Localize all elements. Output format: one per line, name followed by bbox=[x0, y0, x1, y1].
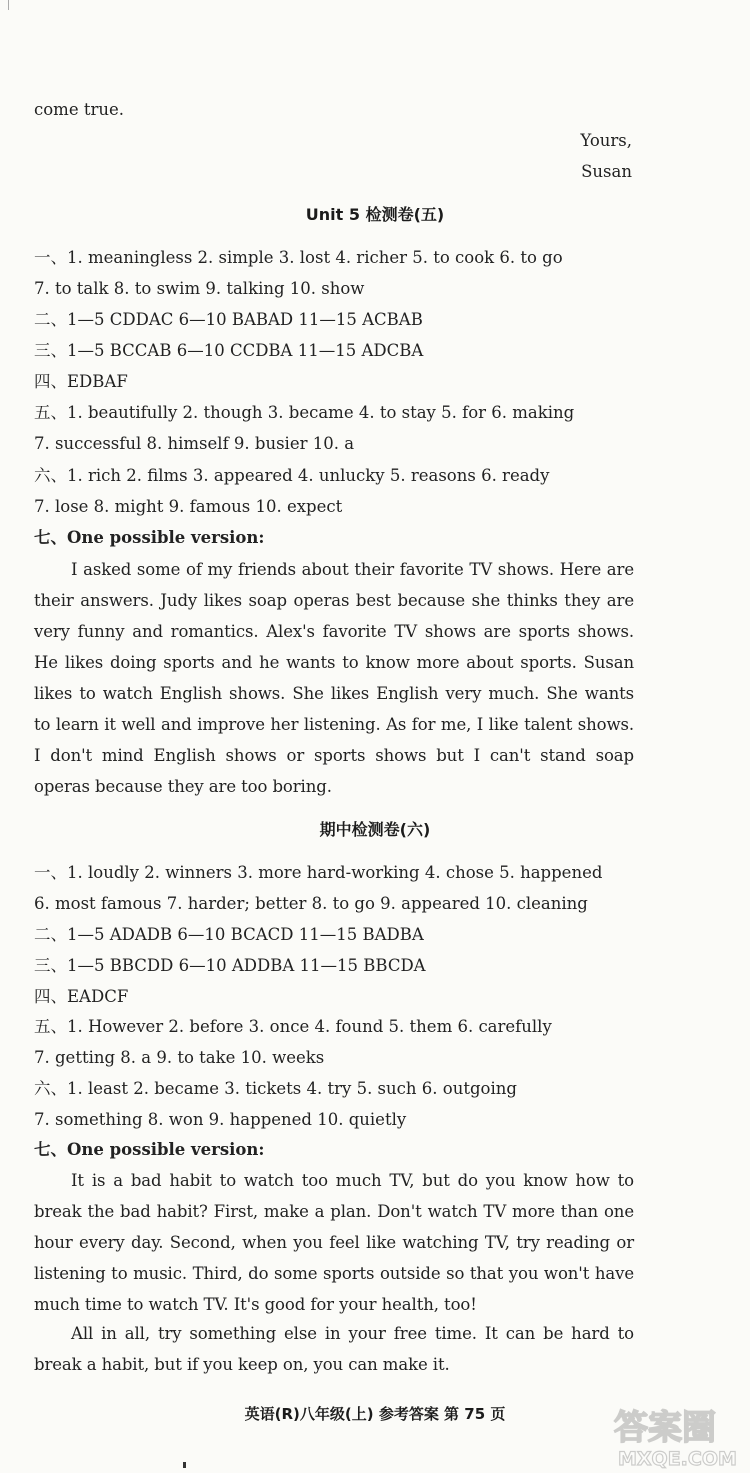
midterm-section6-line1: 六、1. least 2. became 3. tickets 4. try 5. such 6. outgoing bbox=[34, 1079, 517, 1098]
scan-speck bbox=[183, 1462, 186, 1468]
midterm-title: 期中检测卷(六) bbox=[319, 820, 431, 839]
unit5-section3: 三、1—5 BCCAB 6—10 CCDBA 11—15 ADCBA bbox=[34, 341, 424, 360]
midterm-section1-line2: 6. most famous 7. harder; better 8. to go 9. appeared 10. cleaning bbox=[34, 894, 588, 913]
unit5-essay: I asked some of my friends about their favorite TV shows. Here are their answers. Judy likes soap operas best because she thinks they are very funny and romantics. Alex's favorite TV shows are sports shows. He likes doing sports and he wants to know more about sports. Susan likes to watch English shows. She likes English very much. She wants to learn it well and improve her listening. As for me, I like talent shows. I don't mind English shows or sports shows but I can't stand soap operas because they are too boring. bbox=[34, 560, 634, 796]
midterm-section3: 三、1—5 BBCDD 6—10 ADDBA 11—15 BBCDA bbox=[34, 956, 426, 975]
unit5-section2: 二、1—5 CDDAC 6—10 BABAD 11—15 ACBAB bbox=[34, 310, 423, 329]
unit5-title: Unit 5 检测卷(五) bbox=[305, 205, 445, 224]
watermark-text: 答案圈 bbox=[614, 1408, 716, 1448]
unit5-section6-line2: 7. lose 8. might 9. famous 10. expect bbox=[34, 497, 343, 516]
letter-continuation: come true. bbox=[34, 100, 124, 119]
midterm-essay-paragraph2: All in all, try something else in your free time. It can be hard to break a habit, but if you keep on, you can make it. bbox=[34, 1324, 634, 1374]
page-footer: 英语(R)八年级(上) 参考答案 第 75 页 bbox=[244, 1405, 506, 1423]
midterm-section4: 四、EADCF bbox=[34, 987, 129, 1006]
watermark-logo bbox=[606, 1401, 746, 1471]
midterm-essay-paragraph1: It is a bad habit to watch too much TV, but do you know how to break the bad habit? First, make a plan. Don't watch TV more than one hour every day. Second, when you feel like watching TV, try reading or listening to music. Third, do some sports outside so that you won't have much time to watch TV. It's good for your health, too! bbox=[34, 1171, 634, 1314]
scan-mark bbox=[8, 0, 9, 10]
unit5-section4: 四、EDBAF bbox=[34, 372, 128, 391]
unit5-section7-heading: 七、One possible version: bbox=[34, 528, 265, 547]
unit5-section1-line1: 一、1. meaningless 2. simple 3. lost 4. richer 5. to cook 6. to go bbox=[34, 248, 563, 267]
unit5-section5-line1: 五、1. beautifully 2. though 3. became 4. to stay 5. for 6. making bbox=[34, 403, 575, 422]
midterm-section5-line2: 7. getting 8. a 9. to take 10. weeks bbox=[34, 1048, 325, 1067]
unit5-section5-line2: 7. successful 8. himself 9. busier 10. a bbox=[34, 434, 355, 453]
midterm-section1-line1: 一、1. loudly 2. winners 3. more hard-working 4. chose 5. happened bbox=[34, 863, 603, 882]
letter-signature: Susan bbox=[581, 162, 632, 181]
letter-closing: Yours, bbox=[580, 131, 632, 150]
midterm-section6-line2: 7. something 8. won 9. happened 10. quietly bbox=[34, 1110, 407, 1129]
midterm-section7-heading: 七、One possible version: bbox=[34, 1140, 265, 1159]
midterm-section2: 二、1—5 ADADB 6—10 BCACD 11—15 BADBA bbox=[34, 925, 424, 944]
unit5-section1-line2: 7. to talk 8. to swim 9. talking 10. show bbox=[34, 279, 365, 298]
midterm-section5-line1: 五、1. However 2. before 3. once 4. found 5. them 6. carefully bbox=[34, 1017, 552, 1036]
watermark-url: MXQE.COM bbox=[618, 1448, 737, 1470]
watermark-seal-icon bbox=[614, 1408, 737, 1470]
unit5-section6-line1: 六、1. rich 2. films 3. appeared 4. unlucky 5. reasons 6. ready bbox=[34, 466, 550, 485]
